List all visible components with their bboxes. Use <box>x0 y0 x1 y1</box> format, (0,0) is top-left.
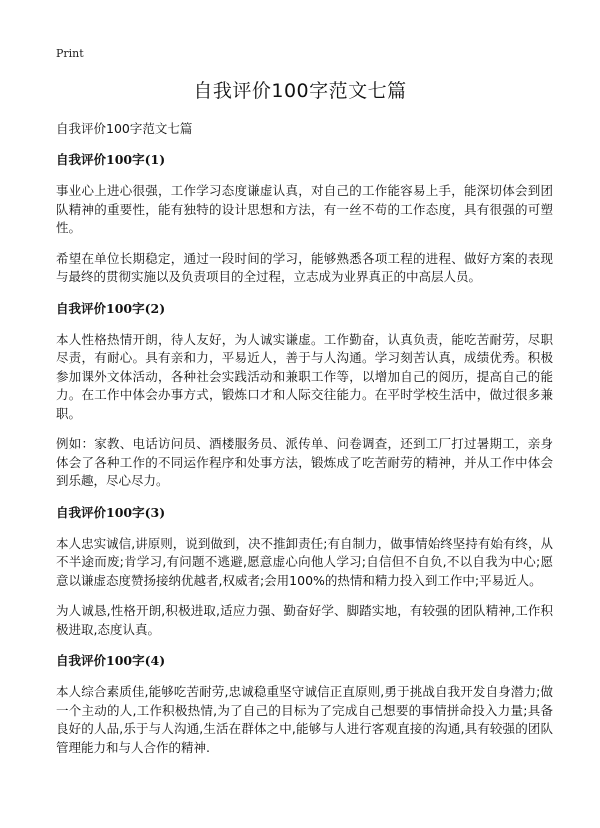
paragraph: 为人诚恳,性格开朗,积极进取,适应力强、勤奋好学、脚踏实地，有较强的团队精神,工作积极进取,态度认真。 <box>56 603 553 637</box>
paragraph: 例如：家教、电话访问员、酒楼服务员、派传单、问卷调查，还到工厂打过暑期工，亲身体会了各种工作的不同运作程序和处事方法，锻炼成了吃苦耐劳的精神，并从工作中体会到乐趣，尽心尽力。 <box>56 436 553 488</box>
section-heading: 自我评价100字(3) <box>56 504 166 520</box>
paragraph: 本人忠实诚信,讲原则，说到做到，决不推卸责任;有自制力，做事情始终坚持有始有终，从不半途而废;肯学习,有问题不逃避,愿意虚心向他人学习;自信但不自负,不以自我为中心;愿意以谦虚态度赞扬接纳优越者,权威者;会用100%的热情和精力投入到工作中;平易近人。 <box>56 535 553 588</box>
print-link[interactable]: Print <box>56 47 84 60</box>
paragraph: 希望在单位长期稳定，通过一段时间的学习，能够熟悉各项工程的进程、做好方案的表现与最终的贯彻实施以及负责项目的全过程，立志成为业界真正的中高层人员。 <box>56 250 553 284</box>
page-title: 自我评价100字范文七篇 <box>193 80 407 102</box>
section-heading: 自我评价100字(2) <box>56 300 166 316</box>
paragraph: 事业心上进心很强，工作学习态度谦虚认真，对自己的工作能容易上手，能深切体会到团队精神的重要性，能有独特的设计思想和方法，有一丝不苟的工作态度，具有很强的可塑性。 <box>56 183 553 235</box>
document-body <box>56 152 553 769</box>
section-4 <box>56 653 553 757</box>
section-2 <box>56 301 553 491</box>
section-3 <box>56 505 553 640</box>
section-heading: 自我评价100字(1) <box>56 152 166 167</box>
paragraph: 本人性格热情开朗，待人友好，为人诚实谦虚。工作勤奋，认真负责，能吃苦耐劳，尽职尽责，有耐心。具有亲和力，平易近人，善于与人沟通。学习刻苦认真，成绩优秀。积极参加课外文体活动，各种社会实践活动和兼职工作等，以增加自己的阅历，提高自己的能力。在工作中体会办事方式，锻炼口才和人际交往能力。在平时学校生活中，做过很多兼职。 <box>56 331 553 421</box>
section-1 <box>56 152 553 287</box>
section-heading: 自我评价100字(4) <box>56 653 166 668</box>
paragraph: 本人综合素质佳,能够吃苦耐劳,忠诚稳重坚守诚信正直原则,勇于挑战自我开发自身潜力;做一个主动的人,工作积极热情,为了自己的目标为了完成自己想要的事情拼命投入力量;具备良好的人品,乐于与人沟通,生活在群体之中,能够与人进行客观直接的沟通,具有较强的团队管理能力和与人合作的精神. <box>56 684 553 755</box>
document-subtitle: 自我评价100字范文七篇 <box>56 121 193 136</box>
